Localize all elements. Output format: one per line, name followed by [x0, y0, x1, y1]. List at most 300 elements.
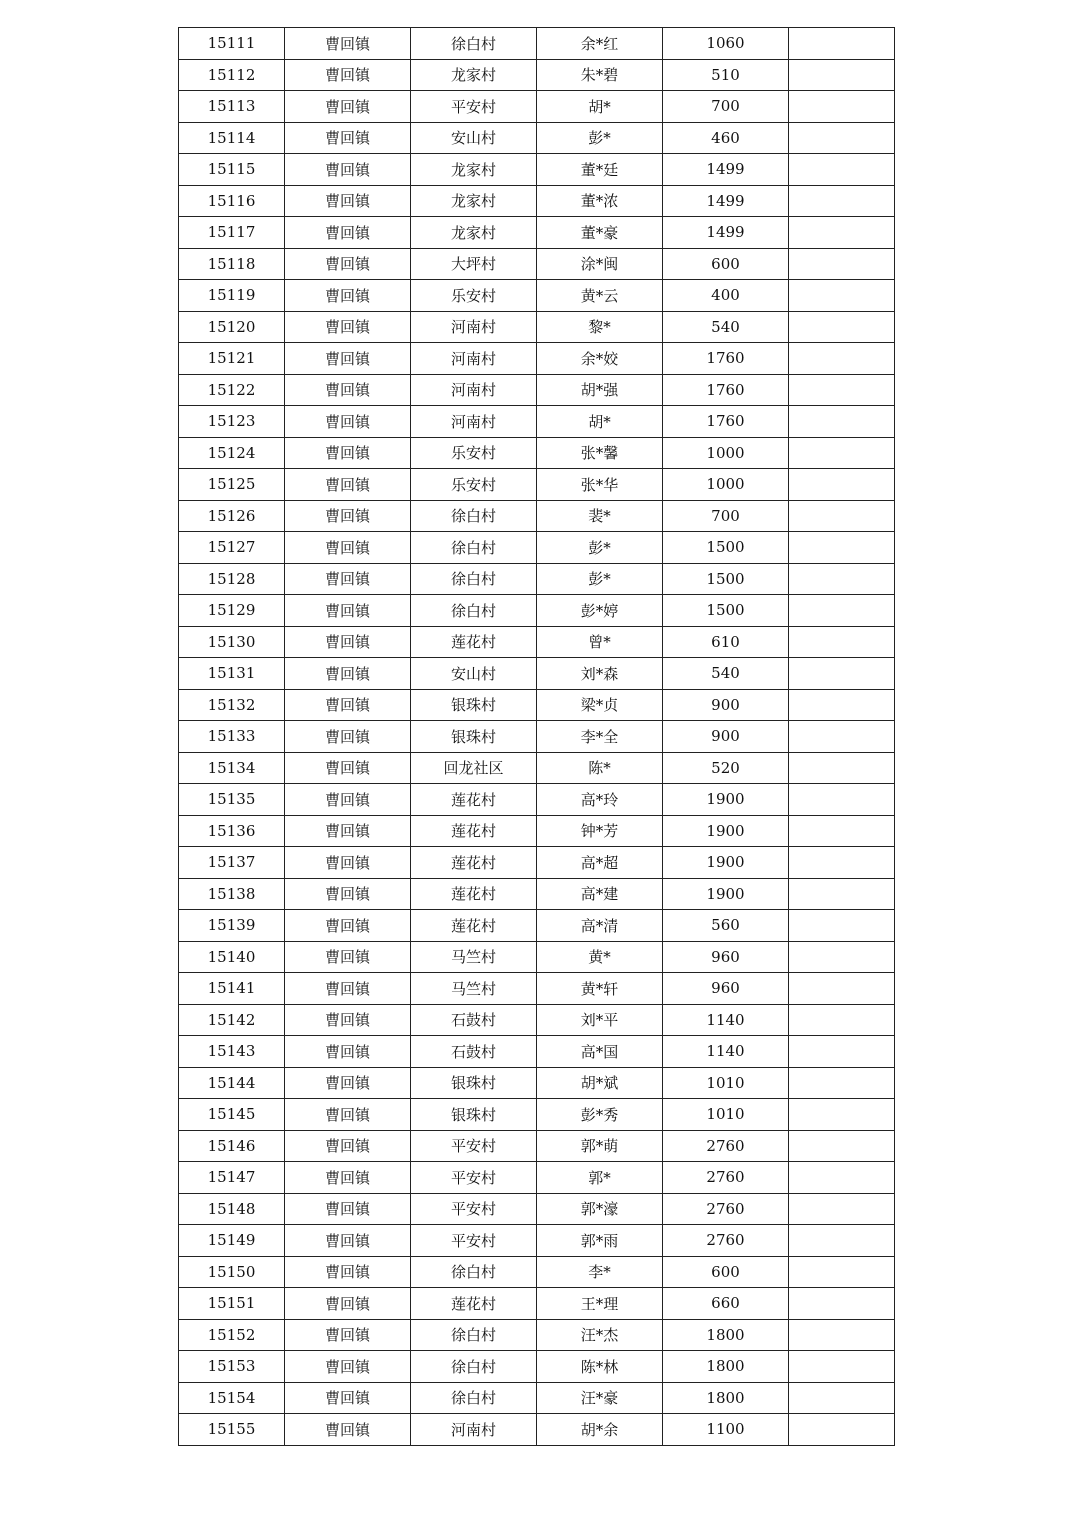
- table-row: [179, 1256, 895, 1288]
- cell-town: 曹回镇: [285, 59, 411, 91]
- cell-amount: 1140: [663, 1036, 789, 1068]
- cell-serial-number: 15155: [179, 1414, 285, 1446]
- cell-person-name: 彭*: [537, 563, 663, 595]
- cell-town: 曹回镇: [285, 406, 411, 438]
- cell-note: [789, 1256, 895, 1288]
- cell-village: 莲花村: [411, 626, 537, 658]
- cell-serial-number: 15143: [179, 1036, 285, 1068]
- cell-note: [789, 122, 895, 154]
- cell-serial-number: 15136: [179, 815, 285, 847]
- cell-village: 安山村: [411, 658, 537, 690]
- cell-serial-number: 15144: [179, 1067, 285, 1099]
- table-row: [179, 1414, 895, 1446]
- cell-note: [789, 500, 895, 532]
- cell-serial-number: 15130: [179, 626, 285, 658]
- table-row: [179, 847, 895, 879]
- cell-note: [789, 784, 895, 816]
- cell-person-name: 李*: [537, 1256, 663, 1288]
- table-row: [179, 1067, 895, 1099]
- cell-amount: 1800: [663, 1351, 789, 1383]
- cell-town: 曹回镇: [285, 847, 411, 879]
- cell-amount: 1800: [663, 1382, 789, 1414]
- cell-amount: 1800: [663, 1319, 789, 1351]
- cell-amount: 600: [663, 248, 789, 280]
- cell-amount: 1499: [663, 154, 789, 186]
- table-row: [179, 1288, 895, 1320]
- cell-note: [789, 973, 895, 1005]
- cell-amount: 610: [663, 626, 789, 658]
- cell-town: 曹回镇: [285, 1162, 411, 1194]
- cell-village: 石鼓村: [411, 1036, 537, 1068]
- table-row: [179, 469, 895, 501]
- cell-note: [789, 1351, 895, 1383]
- cell-serial-number: 15139: [179, 910, 285, 942]
- table-row: [179, 59, 895, 91]
- cell-person-name: 陈*林: [537, 1351, 663, 1383]
- cell-amount: 1060: [663, 28, 789, 60]
- cell-person-name: 余*红: [537, 28, 663, 60]
- table-row: [179, 532, 895, 564]
- cell-amount: 1500: [663, 532, 789, 564]
- cell-note: [789, 532, 895, 564]
- cell-amount: 960: [663, 941, 789, 973]
- cell-note: [789, 878, 895, 910]
- table-row: [179, 1162, 895, 1194]
- table-row: [179, 122, 895, 154]
- cell-amount: 1140: [663, 1004, 789, 1036]
- cell-person-name: 董*浓: [537, 185, 663, 217]
- table-row: [179, 1099, 895, 1131]
- cell-amount: 1760: [663, 374, 789, 406]
- cell-serial-number: 15154: [179, 1382, 285, 1414]
- cell-note: [789, 154, 895, 186]
- cell-amount: 1900: [663, 815, 789, 847]
- cell-note: [789, 626, 895, 658]
- cell-serial-number: 15153: [179, 1351, 285, 1383]
- table-row: [179, 1130, 895, 1162]
- cell-village: 徐白村: [411, 500, 537, 532]
- cell-serial-number: 15134: [179, 752, 285, 784]
- cell-serial-number: 15141: [179, 973, 285, 1005]
- cell-serial-number: 15142: [179, 1004, 285, 1036]
- table-row: [179, 1036, 895, 1068]
- cell-note: [789, 437, 895, 469]
- table-row: [179, 689, 895, 721]
- cell-note: [789, 343, 895, 375]
- records-table-body: [179, 28, 895, 1446]
- cell-village: 大坪村: [411, 248, 537, 280]
- cell-town: 曹回镇: [285, 973, 411, 1005]
- cell-serial-number: 15131: [179, 658, 285, 690]
- cell-serial-number: 15147: [179, 1162, 285, 1194]
- cell-person-name: 余*姣: [537, 343, 663, 375]
- cell-village: 徐白村: [411, 595, 537, 627]
- cell-amount: 900: [663, 689, 789, 721]
- cell-amount: 1900: [663, 784, 789, 816]
- cell-village: 河南村: [411, 343, 537, 375]
- cell-village: 回龙社区: [411, 752, 537, 784]
- cell-town: 曹回镇: [285, 752, 411, 784]
- cell-village: 徐白村: [411, 1319, 537, 1351]
- cell-note: [789, 406, 895, 438]
- cell-note: [789, 1193, 895, 1225]
- cell-town: 曹回镇: [285, 374, 411, 406]
- cell-serial-number: 15145: [179, 1099, 285, 1131]
- cell-village: 银珠村: [411, 689, 537, 721]
- cell-person-name: 黄*: [537, 941, 663, 973]
- cell-serial-number: 15120: [179, 311, 285, 343]
- cell-serial-number: 15135: [179, 784, 285, 816]
- cell-person-name: 刘*平: [537, 1004, 663, 1036]
- table-row: [179, 878, 895, 910]
- cell-amount: 1760: [663, 343, 789, 375]
- cell-person-name: 高*建: [537, 878, 663, 910]
- cell-note: [789, 941, 895, 973]
- cell-town: 曹回镇: [285, 1036, 411, 1068]
- cell-serial-number: 15123: [179, 406, 285, 438]
- cell-person-name: 李*全: [537, 721, 663, 753]
- cell-amount: 960: [663, 973, 789, 1005]
- cell-person-name: 高*清: [537, 910, 663, 942]
- cell-person-name: 张*华: [537, 469, 663, 501]
- table-row: [179, 217, 895, 249]
- cell-amount: 1010: [663, 1067, 789, 1099]
- cell-note: [789, 91, 895, 123]
- cell-amount: 900: [663, 721, 789, 753]
- cell-amount: 460: [663, 122, 789, 154]
- cell-town: 曹回镇: [285, 910, 411, 942]
- cell-serial-number: 15125: [179, 469, 285, 501]
- cell-note: [789, 563, 895, 595]
- cell-town: 曹回镇: [285, 532, 411, 564]
- cell-amount: 1900: [663, 878, 789, 910]
- cell-village: 平安村: [411, 91, 537, 123]
- cell-person-name: 高*国: [537, 1036, 663, 1068]
- cell-person-name: 黄*轩: [537, 973, 663, 1005]
- cell-serial-number: 15126: [179, 500, 285, 532]
- table-row: [179, 1382, 895, 1414]
- cell-note: [789, 595, 895, 627]
- cell-note: [789, 1004, 895, 1036]
- cell-person-name: 郭*: [537, 1162, 663, 1194]
- cell-village: 莲花村: [411, 878, 537, 910]
- cell-serial-number: 15140: [179, 941, 285, 973]
- cell-town: 曹回镇: [285, 154, 411, 186]
- cell-village: 银珠村: [411, 1099, 537, 1131]
- cell-serial-number: 15117: [179, 217, 285, 249]
- cell-person-name: 郭*濠: [537, 1193, 663, 1225]
- cell-serial-number: 15137: [179, 847, 285, 879]
- cell-person-name: 胡*斌: [537, 1067, 663, 1099]
- cell-serial-number: 15146: [179, 1130, 285, 1162]
- cell-village: 徐白村: [411, 1351, 537, 1383]
- cell-town: 曹回镇: [285, 1382, 411, 1414]
- cell-serial-number: 15152: [179, 1319, 285, 1351]
- cell-village: 莲花村: [411, 1288, 537, 1320]
- cell-village: 河南村: [411, 311, 537, 343]
- cell-serial-number: 15150: [179, 1256, 285, 1288]
- cell-town: 曹回镇: [285, 469, 411, 501]
- cell-note: [789, 1036, 895, 1068]
- cell-note: [789, 1130, 895, 1162]
- table-row: [179, 563, 895, 595]
- cell-person-name: 裴*: [537, 500, 663, 532]
- cell-town: 曹回镇: [285, 595, 411, 627]
- table-row: [179, 343, 895, 375]
- cell-amount: 1900: [663, 847, 789, 879]
- cell-person-name: 曾*: [537, 626, 663, 658]
- cell-serial-number: 15114: [179, 122, 285, 154]
- cell-serial-number: 15132: [179, 689, 285, 721]
- cell-village: 平安村: [411, 1162, 537, 1194]
- cell-serial-number: 15133: [179, 721, 285, 753]
- cell-person-name: 彭*秀: [537, 1099, 663, 1131]
- table-row: [179, 1351, 895, 1383]
- cell-person-name: 张*馨: [537, 437, 663, 469]
- cell-note: [789, 248, 895, 280]
- cell-amount: 400: [663, 280, 789, 312]
- cell-village: 平安村: [411, 1193, 537, 1225]
- cell-note: [789, 1225, 895, 1257]
- table-row: [179, 437, 895, 469]
- cell-serial-number: 15148: [179, 1193, 285, 1225]
- cell-person-name: 黎*: [537, 311, 663, 343]
- cell-village: 银珠村: [411, 721, 537, 753]
- cell-note: [789, 1099, 895, 1131]
- cell-village: 银珠村: [411, 1067, 537, 1099]
- cell-amount: 660: [663, 1288, 789, 1320]
- cell-town: 曹回镇: [285, 941, 411, 973]
- cell-village: 莲花村: [411, 910, 537, 942]
- cell-serial-number: 15124: [179, 437, 285, 469]
- cell-town: 曹回镇: [285, 658, 411, 690]
- cell-town: 曹回镇: [285, 217, 411, 249]
- cell-note: [789, 1288, 895, 1320]
- cell-note: [789, 658, 895, 690]
- cell-note: [789, 374, 895, 406]
- cell-village: 徐白村: [411, 1256, 537, 1288]
- cell-amount: 600: [663, 1256, 789, 1288]
- table-row: [179, 154, 895, 186]
- cell-village: 莲花村: [411, 815, 537, 847]
- cell-serial-number: 15112: [179, 59, 285, 91]
- cell-person-name: 胡*: [537, 91, 663, 123]
- table-row: [179, 941, 895, 973]
- cell-town: 曹回镇: [285, 122, 411, 154]
- cell-town: 曹回镇: [285, 280, 411, 312]
- cell-person-name: 高*玲: [537, 784, 663, 816]
- cell-serial-number: 15151: [179, 1288, 285, 1320]
- cell-note: [789, 59, 895, 91]
- cell-person-name: 郭*雨: [537, 1225, 663, 1257]
- cell-town: 曹回镇: [285, 563, 411, 595]
- table-row: [179, 185, 895, 217]
- cell-serial-number: 15127: [179, 532, 285, 564]
- cell-village: 马竺村: [411, 973, 537, 1005]
- cell-serial-number: 15119: [179, 280, 285, 312]
- cell-note: [789, 815, 895, 847]
- cell-village: 平安村: [411, 1225, 537, 1257]
- cell-note: [789, 28, 895, 60]
- cell-person-name: 董*廷: [537, 154, 663, 186]
- cell-town: 曹回镇: [285, 1414, 411, 1446]
- cell-serial-number: 15121: [179, 343, 285, 375]
- table-row: [179, 721, 895, 753]
- cell-note: [789, 185, 895, 217]
- cell-town: 曹回镇: [285, 1351, 411, 1383]
- cell-town: 曹回镇: [285, 500, 411, 532]
- cell-village: 龙家村: [411, 217, 537, 249]
- cell-amount: 540: [663, 658, 789, 690]
- table-row: [179, 784, 895, 816]
- cell-village: 马竺村: [411, 941, 537, 973]
- cell-village: 莲花村: [411, 784, 537, 816]
- cell-amount: 1100: [663, 1414, 789, 1446]
- table-row: [179, 910, 895, 942]
- table-row: [179, 658, 895, 690]
- cell-serial-number: 15113: [179, 91, 285, 123]
- cell-town: 曹回镇: [285, 878, 411, 910]
- cell-town: 曹回镇: [285, 437, 411, 469]
- cell-person-name: 黄*云: [537, 280, 663, 312]
- cell-town: 曹回镇: [285, 1225, 411, 1257]
- cell-village: 徐白村: [411, 563, 537, 595]
- cell-person-name: 彭*: [537, 122, 663, 154]
- cell-person-name: 彭*婷: [537, 595, 663, 627]
- cell-amount: 1760: [663, 406, 789, 438]
- cell-town: 曹回镇: [285, 1193, 411, 1225]
- cell-serial-number: 15116: [179, 185, 285, 217]
- cell-note: [789, 1414, 895, 1446]
- cell-person-name: 梁*贞: [537, 689, 663, 721]
- cell-town: 曹回镇: [285, 343, 411, 375]
- cell-village: 莲花村: [411, 847, 537, 879]
- cell-person-name: 王*理: [537, 1288, 663, 1320]
- cell-village: 龙家村: [411, 59, 537, 91]
- cell-serial-number: 15118: [179, 248, 285, 280]
- cell-amount: 1000: [663, 469, 789, 501]
- table-row: [179, 973, 895, 1005]
- cell-town: 曹回镇: [285, 28, 411, 60]
- cell-note: [789, 910, 895, 942]
- cell-serial-number: 15149: [179, 1225, 285, 1257]
- cell-amount: 1500: [663, 595, 789, 627]
- cell-person-name: 董*豪: [537, 217, 663, 249]
- table-row: [179, 752, 895, 784]
- cell-note: [789, 469, 895, 501]
- cell-note: [789, 1382, 895, 1414]
- cell-note: [789, 1319, 895, 1351]
- cell-note: [789, 1067, 895, 1099]
- cell-amount: 510: [663, 59, 789, 91]
- cell-amount: 1000: [663, 437, 789, 469]
- cell-town: 曹回镇: [285, 91, 411, 123]
- cell-person-name: 刘*森: [537, 658, 663, 690]
- table-row: [179, 626, 895, 658]
- cell-town: 曹回镇: [285, 626, 411, 658]
- cell-person-name: 朱*碧: [537, 59, 663, 91]
- cell-note: [789, 721, 895, 753]
- cell-person-name: 汪*杰: [537, 1319, 663, 1351]
- cell-person-name: 胡*余: [537, 1414, 663, 1446]
- cell-amount: 2760: [663, 1130, 789, 1162]
- cell-village: 徐白村: [411, 532, 537, 564]
- cell-person-name: 郭*萌: [537, 1130, 663, 1162]
- cell-note: [789, 217, 895, 249]
- table-row: [179, 28, 895, 60]
- cell-person-name: 胡*: [537, 406, 663, 438]
- cell-note: [789, 847, 895, 879]
- cell-serial-number: 15128: [179, 563, 285, 595]
- table-row: [179, 311, 895, 343]
- cell-village: 徐白村: [411, 28, 537, 60]
- cell-village: 河南村: [411, 1414, 537, 1446]
- cell-amount: 1499: [663, 217, 789, 249]
- cell-amount: 1500: [663, 563, 789, 595]
- cell-amount: 700: [663, 500, 789, 532]
- cell-town: 曹回镇: [285, 1099, 411, 1131]
- cell-person-name: 陈*: [537, 752, 663, 784]
- table-row: [179, 374, 895, 406]
- cell-town: 曹回镇: [285, 311, 411, 343]
- cell-amount: 520: [663, 752, 789, 784]
- cell-amount: 700: [663, 91, 789, 123]
- cell-person-name: 涂*闽: [537, 248, 663, 280]
- cell-town: 曹回镇: [285, 689, 411, 721]
- cell-serial-number: 15115: [179, 154, 285, 186]
- cell-person-name: 胡*强: [537, 374, 663, 406]
- cell-note: [789, 1162, 895, 1194]
- table-row: [179, 595, 895, 627]
- cell-town: 曹回镇: [285, 1130, 411, 1162]
- table-row: [179, 815, 895, 847]
- cell-town: 曹回镇: [285, 1067, 411, 1099]
- cell-note: [789, 311, 895, 343]
- cell-amount: 560: [663, 910, 789, 942]
- cell-person-name: 彭*: [537, 532, 663, 564]
- cell-amount: 2760: [663, 1162, 789, 1194]
- cell-village: 龙家村: [411, 185, 537, 217]
- cell-town: 曹回镇: [285, 185, 411, 217]
- cell-serial-number: 15111: [179, 28, 285, 60]
- table-row: [179, 1004, 895, 1036]
- table-row: [179, 91, 895, 123]
- cell-amount: 1010: [663, 1099, 789, 1131]
- cell-village: 平安村: [411, 1130, 537, 1162]
- cell-village: 乐安村: [411, 469, 537, 501]
- table-row: [179, 1319, 895, 1351]
- cell-person-name: 高*超: [537, 847, 663, 879]
- cell-note: [789, 689, 895, 721]
- cell-village: 乐安村: [411, 280, 537, 312]
- table-row: [179, 500, 895, 532]
- table-row: [179, 406, 895, 438]
- cell-village: 河南村: [411, 374, 537, 406]
- cell-town: 曹回镇: [285, 248, 411, 280]
- table-row: [179, 280, 895, 312]
- cell-village: 乐安村: [411, 437, 537, 469]
- cell-amount: 540: [663, 311, 789, 343]
- table-row: [179, 1225, 895, 1257]
- cell-amount: 1499: [663, 185, 789, 217]
- cell-village: 河南村: [411, 406, 537, 438]
- cell-note: [789, 752, 895, 784]
- cell-town: 曹回镇: [285, 1256, 411, 1288]
- cell-amount: 2760: [663, 1193, 789, 1225]
- cell-serial-number: 15138: [179, 878, 285, 910]
- cell-town: 曹回镇: [285, 721, 411, 753]
- cell-note: [789, 280, 895, 312]
